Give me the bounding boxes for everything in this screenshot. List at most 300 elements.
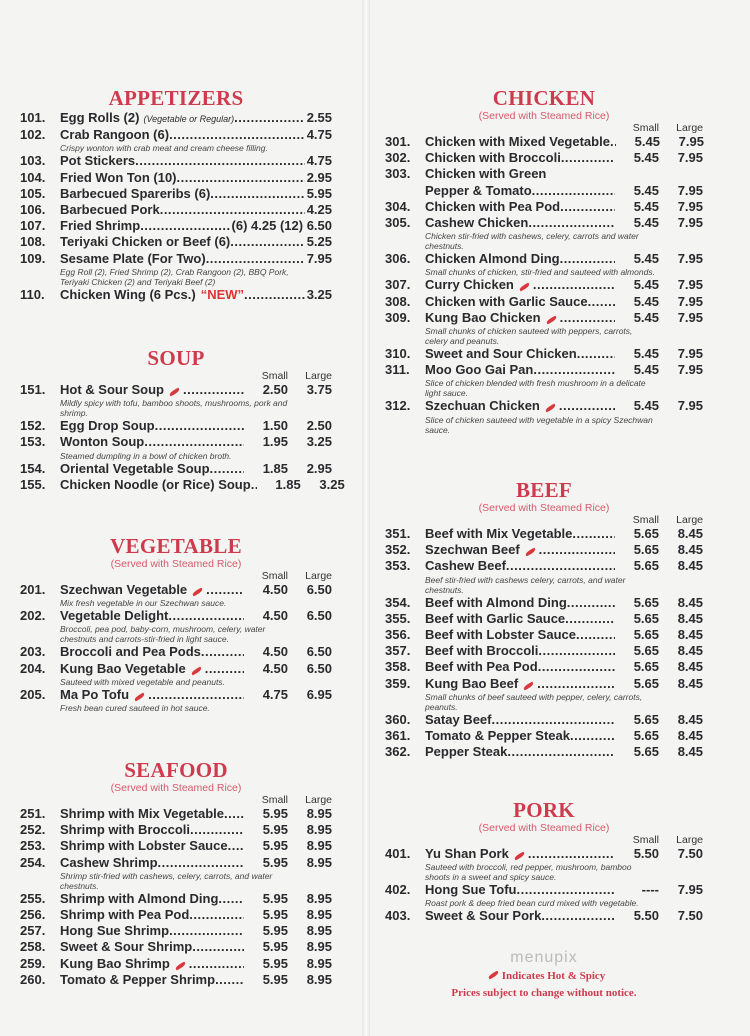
item-number: 201. [20, 582, 46, 597]
menu-item [20, 907, 332, 923]
item-description: Broccoli, pea pod, baby-corn, mushroom, celery, water chestnuts and carrots-stir-fried in light sauce. [60, 624, 266, 645]
item-price-large: 8.95 [306, 890, 332, 906]
menu-item [385, 542, 703, 558]
item-name: Shrimp with Broccoli [60, 822, 191, 838]
item-price-large: 8.45 [677, 526, 703, 541]
item-number: 362. [385, 744, 411, 760]
item-price-large: 3.25 [319, 476, 345, 492]
menu-item [20, 644, 332, 660]
item-number: 308. [385, 293, 411, 309]
item-name: Fried Shrimp [60, 218, 141, 234]
menu-item [385, 744, 703, 760]
menu-item [385, 611, 703, 627]
item-price: 4.25 [306, 202, 332, 218]
item-price-small: 5.45 [633, 293, 659, 309]
price-header [385, 122, 703, 134]
menu-item-row [385, 199, 703, 215]
item-number: 203. [20, 644, 46, 660]
leader-dots [206, 251, 305, 267]
item-number: 152. [20, 418, 46, 434]
price-header [385, 834, 703, 846]
leader-dots [224, 806, 244, 822]
item-price-large: 3.25 [306, 434, 332, 450]
item-price-large: 8.95 [306, 955, 332, 971]
menu-item [20, 838, 332, 854]
item-price-small: 5.45 [634, 134, 660, 149]
section-chicken [385, 86, 703, 435]
item-price: 3.25 [306, 286, 332, 302]
item-name: Szechwan Vegetable [60, 582, 188, 597]
item-number: 107. [20, 218, 46, 234]
item-number: 307. [385, 277, 411, 293]
item-description: Steamed dumpling in a bowl of chicken broth. [60, 450, 232, 461]
menu-item [385, 882, 703, 908]
leader-dots [560, 251, 615, 267]
item-description: Sauteed with broccoli, red pepper, mushroom, bamboo shoots in a sweet and spicy sauce. [425, 862, 632, 883]
item-price-large: 8.45 [677, 558, 703, 574]
item-number: 311. [385, 362, 410, 378]
item-number: 304. [385, 198, 411, 214]
item-name: Chicken Wing (6 Pcs.) [60, 286, 196, 302]
item-name: Teriyaki Chicken or Beef (6) [60, 234, 231, 250]
item-price-large: 8.95 [306, 971, 332, 987]
menu-item [20, 687, 332, 713]
item-price: 2.95 [306, 169, 332, 185]
item-price-large: 8.45 [677, 610, 703, 626]
section-title: SEAFOOD [124, 758, 228, 782]
menu-item [385, 277, 703, 293]
menu-item-row [20, 110, 332, 127]
menu-item-row [385, 294, 703, 310]
leader-dots [538, 643, 615, 659]
item-name: Wonton Soup [60, 434, 145, 450]
menu-item [20, 891, 332, 907]
item-name: Chicken Noodle (or Rice) Soup [60, 476, 251, 492]
menu-item [385, 199, 703, 215]
leader-dots [565, 611, 615, 627]
menu-item-row [20, 170, 332, 186]
leader-dots [532, 183, 615, 199]
item-price-small: 2.50 [262, 382, 288, 397]
item-name: Chicken with Green [425, 166, 547, 182]
item-number: 106. [20, 202, 46, 218]
menu-item [20, 170, 332, 186]
item-name: Shrimp with Pea Pod [60, 907, 190, 923]
item-price-small: 5.65 [633, 627, 659, 643]
item-number: 356. [385, 627, 411, 643]
item-number: 355. [385, 610, 411, 626]
item-price-small: 5.45 [633, 251, 659, 267]
item-number: 108. [20, 234, 46, 250]
item-number: 309. [385, 309, 411, 325]
chili-icon [169, 388, 181, 397]
section-pork [385, 798, 703, 925]
price-header [20, 794, 332, 806]
leader-dots [577, 346, 615, 362]
item-name: Chicken with Garlic Sauce [425, 293, 588, 309]
item-number: 154. [20, 460, 46, 476]
item-price: 5.95 [306, 185, 332, 201]
leader-dots [183, 382, 244, 398]
price-header [20, 570, 332, 582]
menu-item [385, 558, 703, 594]
chili-icon [190, 666, 202, 675]
menu-item-row [20, 939, 332, 955]
item-price: 5.25 [306, 234, 332, 250]
item-name: Sweet & Sour Shrimp [60, 939, 193, 955]
item-name: Crab Rangoon (6) [60, 127, 170, 143]
item-description: Roast pork & deep fried bean curd mixed with vegetable. [425, 898, 639, 909]
item-price-large: 7.95 [677, 182, 703, 198]
item-number: 357. [385, 643, 411, 659]
leader-dots [206, 582, 244, 598]
leader-dots [192, 939, 244, 955]
section-title: APPETIZERS [108, 86, 244, 110]
leader-dots [244, 287, 305, 303]
item-description: Slice of chicken sauteed with vegetable in a spicy Szechwan sauce. [425, 414, 653, 435]
item-price-small: 5.50 [633, 846, 659, 861]
leader-dots [506, 558, 615, 574]
item-price-large: 8.95 [306, 939, 332, 955]
item-number: 260. [20, 971, 46, 987]
leader-dots [140, 218, 229, 234]
menu-item [20, 382, 332, 418]
item-number: 359. [385, 675, 411, 691]
menu-item [20, 972, 332, 988]
item-price-small: ---- [641, 882, 659, 898]
leader-dots [158, 855, 244, 871]
item-number: 301. [385, 134, 411, 149]
leader-dots [528, 215, 615, 231]
item-note: (Vegetable or Regular) [143, 114, 235, 124]
item-name: Sesame Plate (For Two) [60, 250, 206, 266]
leader-dots [533, 362, 615, 378]
leader-dots [169, 127, 305, 143]
menu-item-row [385, 659, 703, 675]
menu-item-row [20, 251, 332, 267]
item-price-small: 5.45 [633, 277, 659, 293]
large-label: Large [305, 370, 332, 382]
leader-dots [228, 838, 244, 854]
menu-item [385, 526, 703, 542]
leader-dots [528, 846, 615, 862]
item-price-small: 5.45 [633, 309, 659, 325]
item-price-large: 8.45 [677, 659, 703, 675]
menu-item [385, 362, 703, 398]
item-number: 155. [20, 476, 46, 492]
menu-item-row [385, 728, 703, 744]
item-price-small: 5.95 [262, 971, 288, 987]
item-price-large: 8.95 [306, 822, 332, 838]
section-subtitle: (Served with Steamed Rice) [110, 558, 242, 570]
item-number: 252. [20, 822, 46, 838]
item-number: 255. [20, 890, 46, 906]
item-number: 204. [20, 660, 46, 676]
item-price-small: 5.65 [633, 659, 659, 675]
menu-item [20, 418, 332, 434]
item-name: Szechuan Chicken [425, 398, 540, 414]
item-name: Cashew Chicken [425, 215, 529, 231]
menu-item-row [20, 687, 332, 703]
item-number: 105. [20, 185, 46, 201]
item-price-small: 5.65 [633, 526, 659, 541]
menu-item-row [385, 183, 703, 199]
menu-item [385, 676, 703, 712]
item-name: Fried Won Ton (10) [60, 169, 177, 185]
leader-dots [210, 461, 244, 477]
menu-item-row [20, 434, 332, 450]
menu-item [20, 287, 332, 303]
menu-item-row [20, 218, 332, 234]
item-name: Broccoli and Pea Pods [60, 644, 201, 660]
menu-item [385, 595, 703, 611]
item-description: Beef stir-fried with cashews celery, carrots, and water chestnuts. [425, 574, 626, 595]
item-price-small: 4.75 [262, 686, 288, 702]
item-name: Sweet and Sour Chicken [425, 346, 577, 362]
item-price-small: 5.45 [633, 150, 659, 166]
leader-dots [570, 728, 615, 744]
item-price-small: 5.45 [633, 215, 659, 231]
item-description: Shrimp stir-fried with cashews, celery, carrots, and water chestnuts. [60, 870, 273, 891]
menu-item [20, 806, 332, 822]
item-description: Chicken stir-fried with cashews, celery, carrots and water chestnuts. [425, 231, 639, 252]
item-name: Beef with Pea Pod [425, 659, 538, 675]
menu-item-row [20, 891, 332, 907]
leader-dots [576, 627, 615, 643]
section-appetizers [20, 86, 332, 303]
item-name: Curry Chicken [425, 277, 514, 293]
item-number: 351. [385, 526, 411, 541]
item-number: 354. [385, 594, 411, 610]
item-number: 302. [385, 150, 411, 166]
item-name: Hong Sue Tofu [425, 882, 517, 898]
menu-item [385, 712, 703, 728]
leader-dots [234, 110, 305, 126]
leader-dots [537, 676, 615, 692]
leader-dots [538, 659, 615, 675]
item-name: Pot Stickers [60, 153, 136, 169]
menu-item [20, 476, 345, 493]
menu-item [385, 398, 703, 434]
item-price-large: 8.95 [306, 907, 332, 923]
menu-item [385, 251, 703, 277]
menu-item-row [20, 907, 332, 923]
menu-item [20, 434, 332, 460]
item-description: Mildly spicy with tofu, bamboo shoots, mushrooms, pork and shrimp. [60, 398, 288, 419]
new-badge: “NEW” [200, 286, 245, 302]
large-label: Large [305, 570, 332, 582]
menu-item-row [385, 558, 703, 574]
item-number: 109. [20, 250, 46, 266]
menu-item-row [385, 882, 703, 898]
item-name: Beef with Lobster Sauce [425, 627, 576, 643]
leader-dots [541, 908, 615, 924]
item-price-large: 7.95 [677, 150, 703, 166]
item-number: 360. [385, 711, 411, 727]
menu-item [20, 127, 332, 153]
price-header [385, 514, 703, 526]
item-price: 7.95 [306, 250, 332, 266]
item-price-large: 7.95 [677, 215, 703, 231]
item-name: Oriental Vegetable Soup [60, 460, 210, 476]
item-name: Szechwan Beef [425, 542, 520, 558]
menu-item-row [385, 398, 703, 414]
item-price-small: 5.95 [262, 838, 288, 854]
item-name: Beef with Almond Ding [425, 594, 567, 610]
section-subtitle: (Served with Steamed Rice) [110, 782, 242, 794]
item-number: 403. [385, 908, 411, 924]
menu-item-row [20, 234, 332, 250]
large-label: Large [305, 794, 332, 806]
item-description: Sauteed with mixed vegetable and peanuts. [60, 676, 225, 687]
chili-icon [519, 283, 531, 292]
menu-item-row [20, 418, 332, 434]
chili-icon [545, 315, 557, 324]
item-price-small: 5.65 [633, 675, 659, 691]
item-price-large: 6.50 [306, 660, 332, 676]
section-title: VEGETABLE [110, 534, 242, 558]
menu-item [20, 153, 332, 169]
leader-dots [567, 595, 615, 611]
leader-dots [560, 199, 615, 215]
item-name: Cashew Beef [425, 558, 506, 574]
menu-item-row [385, 712, 703, 728]
menu-item [20, 202, 332, 218]
item-price-large: 7.95 [677, 346, 703, 362]
item-name: Chicken Almond Ding [425, 251, 560, 267]
menu-item [385, 310, 703, 346]
leader-dots [177, 170, 305, 186]
item-name: Yu Shan Pork [425, 846, 509, 861]
item-name: Pepper Steak [425, 744, 508, 760]
menu-item-row [385, 744, 703, 760]
menu-item [20, 923, 332, 939]
item-number: 401. [385, 846, 411, 861]
menu-item-row [20, 822, 332, 838]
item-price-large: 7.95 [677, 198, 703, 214]
item-price-small: 5.95 [262, 890, 288, 906]
item-number: 103. [20, 153, 46, 169]
item-price-large: 2.95 [306, 460, 332, 476]
item-price-large: 7.95 [677, 398, 703, 414]
spicy-legend-text: Indicates Hot & Spicy [501, 970, 606, 982]
item-price-small: 5.45 [633, 362, 659, 378]
section-subtitle: (Served with Steamed Rice) [478, 502, 610, 514]
leader-dots [215, 972, 244, 988]
item-price: (6) 4.25 (12) 6.50 [231, 218, 332, 234]
menu-item-row [20, 461, 332, 477]
item-price-small: 5.95 [262, 822, 288, 838]
section-beef [385, 478, 703, 760]
item-name: Kung Bao Beef [425, 675, 519, 691]
item-name: Egg Rolls (2) [60, 110, 140, 125]
footer [385, 948, 703, 1002]
item-price-large: 8.45 [677, 627, 703, 643]
leader-dots [559, 398, 615, 414]
menu-item [20, 110, 332, 127]
item-price-large: 8.45 [677, 542, 703, 558]
item-price-large: 8.45 [677, 594, 703, 610]
menu-item-row [20, 127, 332, 143]
leader-dots [169, 923, 244, 939]
item-number: 361. [385, 728, 411, 744]
item-price-small: 5.65 [633, 643, 659, 659]
menu-item [20, 251, 332, 287]
menu-item [385, 166, 703, 198]
leader-dots [539, 542, 615, 558]
item-number: 358. [385, 659, 411, 675]
leader-dots [148, 687, 244, 703]
item-price-large: 7.95 [677, 251, 703, 267]
item-number: 259. [20, 955, 46, 971]
small-label: Small [261, 570, 288, 582]
menu-item-row [20, 186, 332, 202]
leader-dots [189, 956, 244, 972]
item-description: Crispy wonton with crab meat and cream cheese filling. [60, 143, 268, 154]
item-price-large: 2.50 [306, 418, 332, 434]
item-number: 104. [20, 169, 46, 185]
item-name: Shrimp with Lobster Sauce [60, 838, 228, 854]
item-name: Barbecued Pork [60, 202, 160, 218]
item-number: 251. [20, 806, 46, 821]
section-title: CHICKEN [492, 86, 596, 110]
item-number: 257. [20, 923, 46, 939]
item-name: Chicken with Mixed Vegetable [425, 134, 610, 149]
item-name: Beef with Broccoli [425, 643, 539, 659]
chili-icon [175, 961, 187, 970]
section-seafood [20, 758, 332, 988]
menu-item-row [20, 661, 332, 677]
item-number: 101. [20, 110, 46, 125]
item-name: Cashew Shrimp [60, 854, 158, 870]
item-name-line2: Pepper & Tomato [425, 182, 532, 198]
item-number: 254. [20, 854, 46, 870]
watermark: menupix [510, 949, 578, 966]
item-price-large: 8.45 [677, 744, 703, 760]
menu-item [385, 728, 703, 744]
item-price-small: 5.95 [262, 955, 288, 971]
menu-item-row [20, 582, 332, 598]
item-description: Egg Roll (2), Fried Shrimp (2), Crab Rangoon (2), BBQ Pork, Teriyaki Chicken (2) and Teriyaki Beef (2) [60, 266, 289, 287]
menu-item-row [385, 846, 703, 862]
item-name: Ma Po Tofu [60, 686, 130, 702]
item-price-small: 5.50 [633, 908, 659, 924]
item-number: 306. [385, 251, 411, 267]
large-label: Large [676, 514, 703, 526]
menu-item [385, 643, 703, 659]
item-price-large: 7.50 [677, 908, 703, 924]
menu-item-row [20, 644, 332, 660]
item-number: 205. [20, 686, 46, 702]
leader-dots [205, 661, 244, 677]
leader-dots [189, 907, 244, 923]
menu-item [385, 659, 703, 675]
menu-item-row [385, 251, 703, 267]
item-price-large: 6.95 [306, 686, 332, 702]
menu-item-row [385, 526, 703, 542]
menu-item-row [20, 956, 332, 972]
large-label: Large [676, 122, 703, 134]
item-price-small: 5.45 [633, 398, 659, 414]
item-name: Moo Goo Gai Pan [425, 362, 534, 378]
small-label: Small [261, 370, 288, 382]
item-name: Egg Drop Soup [60, 418, 155, 434]
item-name: Beef with Mix Vegetable [425, 526, 573, 541]
item-price-small: 5.65 [633, 542, 659, 558]
section-vegetable [20, 534, 332, 713]
small-label: Small [632, 514, 659, 526]
item-name: Tomato & Pepper Shrimp [60, 971, 216, 987]
